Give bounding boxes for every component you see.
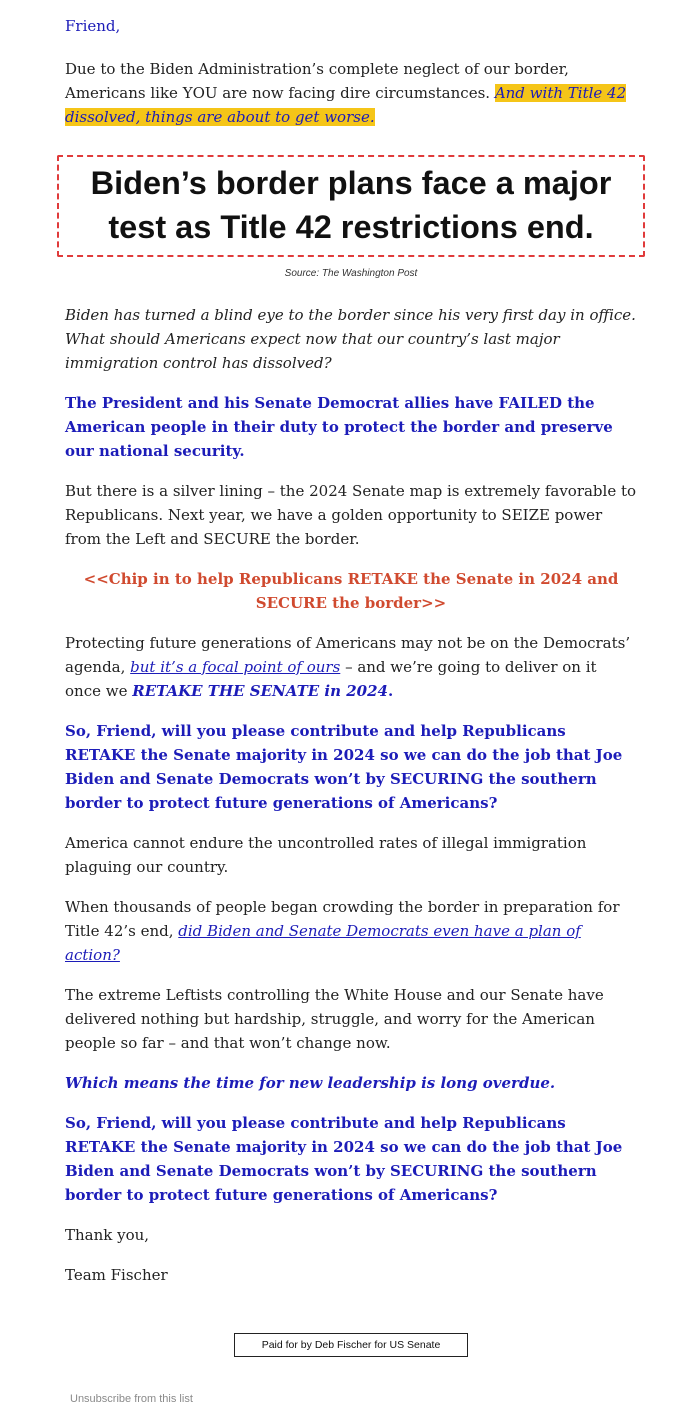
plan-of-action-link[interactable]: did Biden and Senate Democrats even have a plan of action?: [65, 922, 581, 964]
donation-ask-1: So, Friend, will you please contribute and help Republicans RETAKE the Senate majority in 2024 so we can do the job that Joe Biden and Senate Democrats won’t by SECURING the southern border to protect future generations of Americans?: [65, 722, 623, 812]
plan-text-start: When thousands of people began crowding the border in preparation for Title 42’s end,: [65, 898, 620, 940]
headline-image[interactable]: Biden’s border plans face a major test as Title 42 restrictions end.: [57, 155, 645, 257]
greeting: Friend,: [65, 17, 121, 35]
intro-paragraph: [65, 57, 637, 129]
email-body: [65, 14, 637, 1303]
paragraph-leftists: The extreme Leftists controlling the White House and our Senate have delivered nothing but hardship, struggle, and worry for the American people so far – and that won’t change now.: [65, 986, 604, 1052]
headline-source: Source: The Washington Post: [284, 268, 418, 279]
focal-text-start: Protecting future generations of Americans may not be on the Democrats’ agenda,: [65, 634, 631, 676]
paragraph-blind-eye: Biden has turned a blind eye to the border since his very first day in office. What should Americans expect now that our country’s last major immigration control has dissolved?: [65, 306, 636, 372]
focal-period: .: [387, 682, 394, 700]
retake-senate-emphasis: RETAKE THE SENATE in 2024: [132, 682, 388, 700]
closing: Thank you,: [65, 1226, 150, 1244]
intro-highlight: And with Title 42 dissolved, things are about to get worse.: [65, 84, 627, 126]
signature: Team Fischer: [65, 1266, 168, 1284]
paragraph-plan: [65, 895, 637, 967]
intro-text: Due to the Biden Administration’s complete neglect of our border, Americans like YOU are now facing dire circumstances.: [65, 60, 569, 102]
paragraph-silver-lining: But there is a silver lining – the 2024 Senate map is extremely favorable to Republicans. Next year, we have a golden opportunity to SEIZE power from the Left and SECURE the border.: [65, 482, 637, 548]
paragraph-focal-point: [65, 631, 637, 703]
donate-cta-link[interactable]: <<Chip in to help Republicans RETAKE the Senate in 2024 and SECURE the border>>: [83, 570, 619, 612]
paragraph-new-leadership: Which means the time for new leadership is long overdue.: [65, 1074, 556, 1092]
paragraph-failed: The President and his Senate Democrat allies have FAILED the American people in their duty to protect the border and preserve our national security.: [65, 394, 613, 460]
focal-point-link[interactable]: but it’s a focal point of ours: [130, 658, 341, 676]
paid-for-disclaimer: Paid for by Deb Fischer for US Senate: [234, 1333, 468, 1357]
unsubscribe-link[interactable]: Unsubscribe from this list: [70, 1393, 193, 1405]
donation-ask-2: So, Friend, will you please contribute and help Republicans RETAKE the Senate majority in 2024 so we can do the job that Joe Biden and Senate Democrats won’t by SECURING the southern border to protect future generations of Americans?: [65, 1114, 623, 1204]
focal-text-mid: – and we’re going to deliver on it once we: [65, 658, 597, 700]
paragraph-immigration: America cannot endure the uncontrolled rates of illegal immigration plaguing our country.: [65, 834, 587, 876]
